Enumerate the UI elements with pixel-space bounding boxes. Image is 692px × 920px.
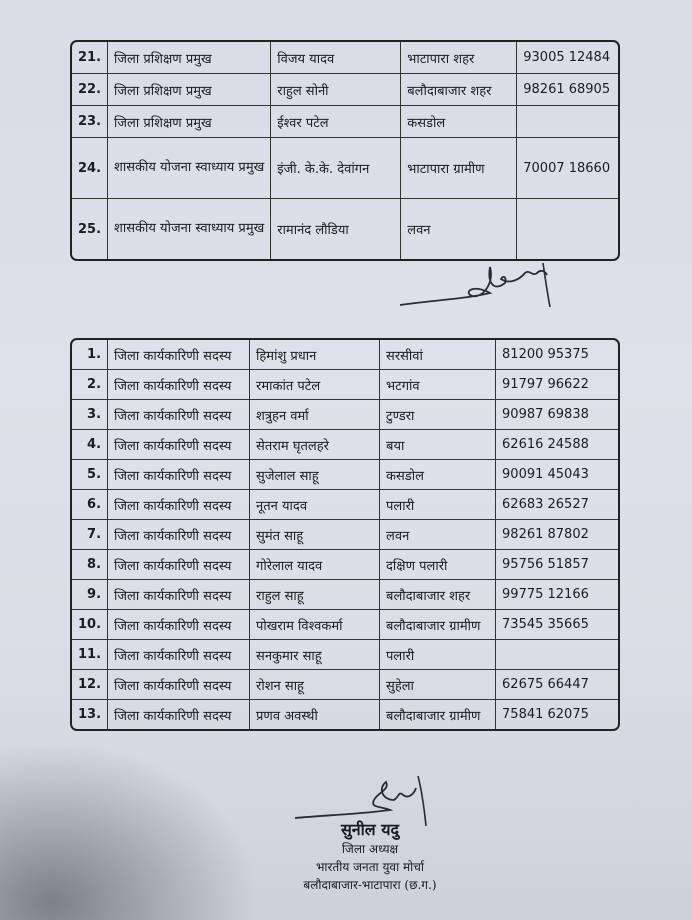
location-line: बलौदाबाजार-भाटापारा (छ.ग.) bbox=[303, 878, 437, 892]
name-cell: पोखराम विश्वकर्मा bbox=[250, 610, 380, 640]
place-cell: भटगांव bbox=[380, 370, 496, 400]
post-cell: जिला प्रशिक्षण प्रमुख bbox=[108, 74, 271, 106]
table-row bbox=[72, 550, 618, 580]
place-cell: लवन bbox=[401, 199, 517, 259]
phone-cell: 95756 51857 bbox=[496, 550, 618, 580]
phone-cell bbox=[517, 106, 618, 138]
table-row bbox=[72, 370, 618, 400]
name-cell: प्रणव अवस्थी bbox=[250, 700, 380, 729]
name-cell: रमाकांत पटेल bbox=[250, 370, 380, 400]
phone-cell: 70007 18660 bbox=[517, 138, 618, 199]
name-cell: विजय यादव bbox=[271, 42, 401, 74]
photo-shadow bbox=[0, 740, 260, 920]
post-cell: शासकीय योजना स्वाध्याय प्रमुख bbox=[108, 199, 271, 259]
table-row bbox=[72, 460, 618, 490]
phone-cell: 62683 26527 bbox=[496, 490, 618, 520]
serial-cell: 23. bbox=[72, 106, 108, 138]
name-cell: गोरेलाल यादव bbox=[250, 550, 380, 580]
serial-cell: 25. bbox=[72, 199, 108, 259]
post-cell: जिला कार्यकारिणी सदस्य bbox=[108, 640, 250, 670]
name-cell: नूतन यादव bbox=[250, 490, 380, 520]
phone-cell: 73545 35665 bbox=[496, 610, 618, 640]
serial-cell: 6. bbox=[72, 490, 108, 520]
post-cell: जिला कार्यकारिणी सदस्य bbox=[108, 550, 250, 580]
table-row bbox=[72, 74, 618, 106]
table-row bbox=[72, 430, 618, 460]
name-cell: सनकुमार साहू bbox=[250, 640, 380, 670]
place-cell: भाटापारा शहर bbox=[401, 42, 517, 74]
phone-cell: 90987 69838 bbox=[496, 400, 618, 430]
table-row bbox=[72, 640, 618, 670]
signature-mark-1 bbox=[395, 255, 565, 315]
place-cell: सरसीवां bbox=[380, 340, 496, 370]
serial-cell: 4. bbox=[72, 430, 108, 460]
post-cell: जिला कार्यकारिणी सदस्य bbox=[108, 490, 250, 520]
name-cell: रोशन साहू bbox=[250, 670, 380, 700]
serial-cell: 3. bbox=[72, 400, 108, 430]
place-cell: टुण्डरा bbox=[380, 400, 496, 430]
phone-cell bbox=[496, 640, 618, 670]
phone-cell: 98261 87802 bbox=[496, 520, 618, 550]
table-row bbox=[72, 138, 618, 199]
post-cell: जिला कार्यकारिणी सदस्य bbox=[108, 430, 250, 460]
serial-cell: 2. bbox=[72, 370, 108, 400]
phone-cell: 62616 24588 bbox=[496, 430, 618, 460]
phone-cell: 62675 66447 bbox=[496, 670, 618, 700]
post-cell: शासकीय योजना स्वाध्याय प्रमुख bbox=[108, 138, 271, 199]
table-row bbox=[72, 610, 618, 640]
name-cell: सुमंत साहू bbox=[250, 520, 380, 550]
place-cell: भाटापारा ग्रामीण bbox=[401, 138, 517, 199]
name-cell: रामानंद लौडिया bbox=[271, 199, 401, 259]
serial-cell: 10. bbox=[72, 610, 108, 640]
table-row bbox=[72, 400, 618, 430]
phone-cell: 90091 45043 bbox=[496, 460, 618, 490]
serial-cell: 22. bbox=[72, 74, 108, 106]
table-row bbox=[72, 490, 618, 520]
organization-name: भारतीय जनता युवा मोर्चा bbox=[315, 860, 425, 874]
post-cell: जिला कार्यकारिणी सदस्य bbox=[108, 700, 250, 729]
place-cell: पलारी bbox=[380, 640, 496, 670]
post-cell: जिला कार्यकारिणी सदस्य bbox=[108, 400, 250, 430]
place-cell: बलौदाबाजार ग्रामीण bbox=[380, 610, 496, 640]
name-cell: इंजी. के.के. देवांगन bbox=[271, 138, 401, 199]
post-cell: जिला कार्यकारिणी सदस्य bbox=[108, 580, 250, 610]
phone-cell: 93005 12484 bbox=[517, 42, 618, 74]
name-cell: राहुल साहू bbox=[250, 580, 380, 610]
serial-cell: 8. bbox=[72, 550, 108, 580]
place-cell: बया bbox=[380, 430, 496, 460]
place-cell: पलारी bbox=[380, 490, 496, 520]
serial-cell: 13. bbox=[72, 700, 108, 729]
phone-cell: 75841 62075 bbox=[502, 707, 589, 722]
serial-cell: 12. bbox=[72, 670, 108, 700]
serial-cell: 21. bbox=[72, 42, 108, 74]
phone-cell: 99775 12166 bbox=[496, 580, 618, 610]
signatory-designation: जिला अध्यक्ष bbox=[341, 842, 399, 856]
table-row bbox=[72, 670, 618, 700]
place-cell: कसडोल bbox=[401, 106, 517, 138]
post-cell: जिला कार्यकारिणी सदस्य bbox=[108, 670, 250, 700]
name-cell: सुजेलाल साहू bbox=[250, 460, 380, 490]
post-cell: जिला कार्यकारिणी सदस्य bbox=[108, 610, 250, 640]
place-cell: कसडोल bbox=[380, 460, 496, 490]
post-cell: जिला कार्यकारिणी सदस्य bbox=[108, 340, 250, 370]
serial-cell: 7. bbox=[72, 520, 108, 550]
serial-cell: 9. bbox=[72, 580, 108, 610]
table-row bbox=[72, 106, 618, 138]
phone-cell bbox=[517, 199, 618, 259]
name-cell: हिमांशु प्रधान bbox=[250, 340, 380, 370]
place-cell: सुहेला bbox=[380, 670, 496, 700]
post-cell: जिला प्रशिक्षण प्रमुख bbox=[108, 42, 271, 74]
phone-cell: 98261 68905 bbox=[517, 74, 618, 106]
signatory-name: सुनील यदु bbox=[340, 820, 400, 839]
appointments-table-1 bbox=[70, 40, 620, 261]
serial-cell: 24. bbox=[72, 138, 108, 199]
serial-cell: 5. bbox=[72, 460, 108, 490]
table-row bbox=[72, 340, 618, 370]
post-cell: जिला प्रशिक्षण प्रमुख bbox=[108, 106, 271, 138]
post-cell: जिला कार्यकारिणी सदस्य bbox=[108, 370, 250, 400]
place-cell: बलौदाबाजार शहर bbox=[401, 74, 517, 106]
appointments-table-2 bbox=[70, 338, 620, 731]
name-cell: सेतराम घृतलहरे bbox=[250, 430, 380, 460]
table-row bbox=[72, 580, 618, 610]
table-row bbox=[72, 42, 618, 74]
post-cell: जिला कार्यकारिणी सदस्य bbox=[108, 460, 250, 490]
place-cell: लवन bbox=[380, 520, 496, 550]
place-cell: दक्षिण पलारी bbox=[380, 550, 496, 580]
place-cell: बलौदाबाजार ग्रामीण bbox=[380, 700, 496, 729]
table-row bbox=[72, 199, 618, 259]
table-row bbox=[72, 700, 618, 729]
phone-cell: 81200 95375 bbox=[496, 340, 618, 370]
name-cell: शत्रुहन वर्मा bbox=[250, 400, 380, 430]
serial-cell: 11. bbox=[72, 640, 108, 670]
place-cell: बलौदाबाजार शहर bbox=[380, 580, 496, 610]
phone-cell: 91797 96622 bbox=[496, 370, 618, 400]
post-cell: जिला कार्यकारिणी सदस्य bbox=[108, 520, 250, 550]
serial-cell: 1. bbox=[72, 340, 108, 370]
name-cell: ईश्वर पटेल bbox=[271, 106, 401, 138]
name-cell: राहुल सोनी bbox=[271, 74, 401, 106]
table-row bbox=[72, 520, 618, 550]
